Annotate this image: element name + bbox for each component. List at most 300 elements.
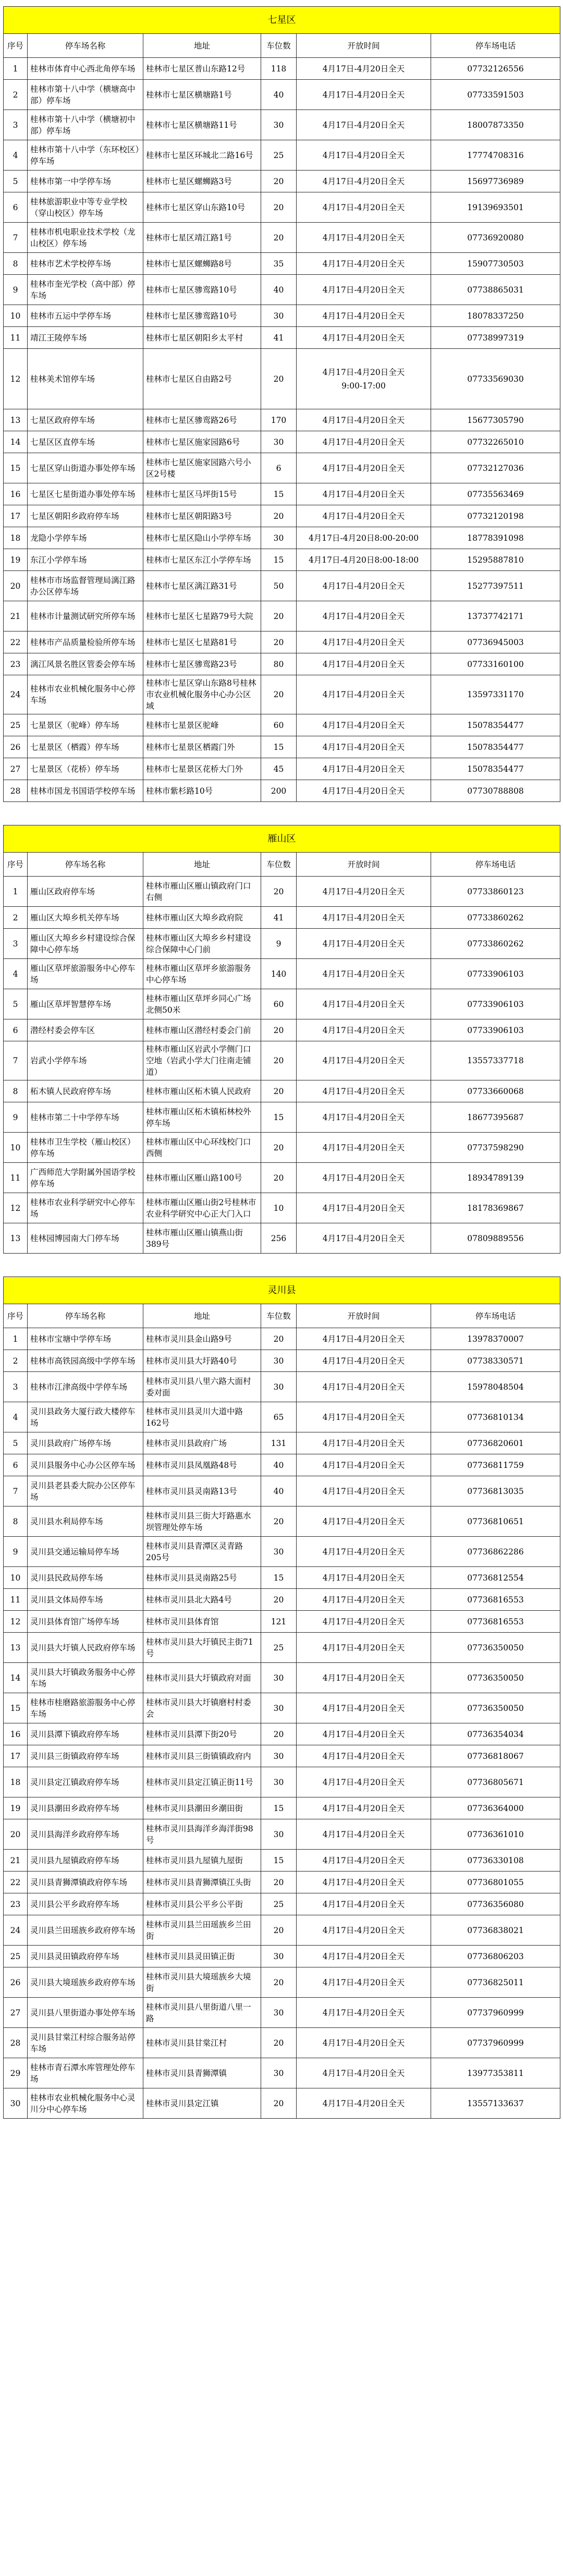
cell-address: 桂林市七星区朝阳乡太平村 xyxy=(143,327,261,349)
cell-time xyxy=(297,349,431,409)
cell-phone: 18778391098 xyxy=(431,527,560,549)
cell-address: 桂林市灵川县九屋镇九屋街 xyxy=(143,1850,261,1872)
cell-spaces: 20 xyxy=(261,601,297,631)
cell-phone: 07733591503 xyxy=(431,80,560,110)
cell-name: 雁山区草坪旅游服务中心停车场 xyxy=(28,959,143,989)
cell-spaces: 131 xyxy=(261,1432,297,1454)
cell-name: 桂林市卫生学校（雁山校区）停车场 xyxy=(28,1133,143,1163)
cell-no: 22 xyxy=(4,631,28,653)
section-gap xyxy=(3,1254,560,1277)
cell-phone: 15078354477 xyxy=(431,758,560,780)
table-row xyxy=(4,349,560,409)
cell-spaces: 20 xyxy=(261,1506,297,1537)
cell-no: 11 xyxy=(4,1589,28,1611)
cell-time: 4月17日-4月20日全天 xyxy=(297,253,431,275)
cell-phone: 07736350050 xyxy=(431,1633,560,1663)
table-row xyxy=(4,1102,560,1133)
cell-no: 13 xyxy=(4,1633,28,1663)
cell-time: 4月17日-4月20日全天 xyxy=(297,1163,431,1193)
cell-address: 桂林市灵川县青潭区灵青路205号 xyxy=(143,1537,261,1567)
cell-time: 4月17日-4月20日全天 xyxy=(297,1019,431,1041)
cell-phone: 18007873350 xyxy=(431,110,560,140)
cell-address: 桂林市七星区骖鸾路10号 xyxy=(143,305,261,327)
cell-no: 13 xyxy=(4,1223,28,1254)
cell-name: 七星区区直停车场 xyxy=(28,431,143,453)
cell-phone: 07736361010 xyxy=(431,1819,560,1850)
cell-address: 桂林市七星区穿山东路10号 xyxy=(143,192,261,223)
cell-phone: 07736805671 xyxy=(431,1767,560,1797)
cell-name: 七星景区（驼峰）停车场 xyxy=(28,714,143,736)
cell-no: 10 xyxy=(4,305,28,327)
cell-phone: 15907730503 xyxy=(431,253,560,275)
cell-name: 七星景区（花桥）停车场 xyxy=(28,758,143,780)
table-row xyxy=(4,1998,560,2028)
table-row xyxy=(4,929,560,959)
cell-time: 4月17日-4月20日全天 xyxy=(297,1080,431,1102)
cell-address: 桂林市七星区七星路79号大院 xyxy=(143,601,261,631)
cell-address: 桂林市雁山区雁山路100号 xyxy=(143,1163,261,1193)
cell-name: 灵川县三街镇政府停车场 xyxy=(28,1745,143,1767)
cell-phone: 07736350050 xyxy=(431,1693,560,1723)
cell-time: 4月17日-4月20日全天 xyxy=(297,571,431,601)
table-row xyxy=(4,653,560,675)
cell-address: 桂林市七星区螺蛳路3号 xyxy=(143,171,261,192)
table-row xyxy=(4,1915,560,1946)
cell-no: 21 xyxy=(4,1850,28,1872)
cell-phone: 07733569030 xyxy=(431,349,560,409)
cell-spaces: 20 xyxy=(261,223,297,253)
cell-phone: 07732120198 xyxy=(431,505,560,527)
cell-phone: 19139693501 xyxy=(431,192,560,223)
cell-time: 4月17日-4月20日全天 xyxy=(297,1328,431,1350)
column-header-name: 停车场名称 xyxy=(28,853,143,877)
cell-phone: 07737960999 xyxy=(431,2028,560,2058)
cell-address: 桂林市七星区骖鸾路10号 xyxy=(143,275,261,305)
cell-time: 4月17日-4月20日全天 xyxy=(297,1611,431,1633)
cell-address: 桂林市雁山区中心环线校门口西侧 xyxy=(143,1133,261,1163)
table-row xyxy=(4,527,560,549)
cell-address: 桂林市七星区施家园路六号小区2号楼 xyxy=(143,453,261,483)
cell-phone: 15677305790 xyxy=(431,409,560,431)
cell-name: 灵川县潮田乡政府停车场 xyxy=(28,1797,143,1819)
table-row xyxy=(4,253,560,275)
table-row xyxy=(4,1589,560,1611)
cell-address: 桂林市灵川县海洋乡海洋街98号 xyxy=(143,1819,261,1850)
cell-no: 28 xyxy=(4,2028,28,2058)
cell-no: 15 xyxy=(4,1693,28,1723)
cell-time: 4月17日-4月20日全天 xyxy=(297,2088,431,2119)
column-header-time: 开放时间 xyxy=(297,853,431,877)
table-row xyxy=(4,1611,560,1633)
cell-time: 4月17日-4月20日全天 xyxy=(297,1133,431,1163)
cell-no: 23 xyxy=(4,653,28,675)
cell-phone: 07809889556 xyxy=(431,1223,560,1254)
table-row xyxy=(4,58,560,80)
cell-address: 桂林市灵川县大圩镇政府对面 xyxy=(143,1663,261,1693)
district-title: 灵川县 xyxy=(4,1277,560,1304)
table-row xyxy=(4,483,560,505)
cell-address: 桂林市灵川县青狮潭镇江头街 xyxy=(143,1872,261,1893)
cell-phone: 13978370007 xyxy=(431,1328,560,1350)
cell-no: 4 xyxy=(4,959,28,989)
cell-address: 桂林市雁山区柘木镇人民政府 xyxy=(143,1080,261,1102)
district-title-row xyxy=(4,825,560,853)
cell-time: 4月17日-4月20日全天 xyxy=(297,1723,431,1745)
table-row xyxy=(4,1797,560,1819)
cell-no: 4 xyxy=(4,1402,28,1432)
table-row xyxy=(4,1476,560,1506)
cell-no: 14 xyxy=(4,431,28,453)
cell-time: 4月17日-4月20日8:00-20:00 xyxy=(297,527,431,549)
cell-phone: 07736801055 xyxy=(431,1872,560,1893)
cell-no: 1 xyxy=(4,58,28,80)
cell-address: 桂林市灵川县青狮潭镇 xyxy=(143,2058,261,2088)
cell-no: 26 xyxy=(4,736,28,758)
table-row xyxy=(4,409,560,431)
cell-address: 桂林市七星景区花桥大门外 xyxy=(143,758,261,780)
cell-name: 龙隐小学停车场 xyxy=(28,527,143,549)
cell-no: 2 xyxy=(4,907,28,929)
cell-name: 七星区政府停车场 xyxy=(28,409,143,431)
cell-spaces: 30 xyxy=(261,305,297,327)
cell-name: 灵川县服务中心办公区停车场 xyxy=(28,1454,143,1476)
cell-spaces: 40 xyxy=(261,1476,297,1506)
cell-time: 4月17日-4月20日全天 xyxy=(297,1872,431,1893)
cell-address: 桂林市灵川县灵田镇正街 xyxy=(143,1946,261,1967)
cell-phone: 07736810134 xyxy=(431,1402,560,1432)
cell-spaces: 15 xyxy=(261,736,297,758)
cell-name: 桂林市第十八中学（东环校区）停车场 xyxy=(28,140,143,171)
table-row xyxy=(4,431,560,453)
table-row xyxy=(4,714,560,736)
cell-time: 4月17日-4月20日全天 xyxy=(297,483,431,505)
table-row xyxy=(4,907,560,929)
cell-address: 桂林市七星区施家园路6号 xyxy=(143,431,261,453)
table-row xyxy=(4,1567,560,1589)
cell-spaces: 30 xyxy=(261,110,297,140)
column-header-row xyxy=(4,853,560,877)
cell-time: 4月17日-4月20日全天 xyxy=(297,714,431,736)
cell-name: 灵川县大圩镇政务服务中心停车场 xyxy=(28,1663,143,1693)
cell-spaces: 15 xyxy=(261,549,297,571)
cell-time: 4月17日-4月20日全天 xyxy=(297,58,431,80)
cell-phone: 07737598290 xyxy=(431,1133,560,1163)
cell-spaces: 30 xyxy=(261,1946,297,1967)
section-gap xyxy=(3,802,560,825)
cell-phone: 07733860262 xyxy=(431,929,560,959)
cell-no: 5 xyxy=(4,989,28,1019)
cell-address: 桂林市灵川县灵南路13号 xyxy=(143,1476,261,1506)
table-row xyxy=(4,780,560,802)
cell-no: 19 xyxy=(4,549,28,571)
cell-name: 灵川县潭下镇政府停车场 xyxy=(28,1723,143,1745)
column-header-no: 序号 xyxy=(4,853,28,877)
cell-name: 桂林市农业机械化服务中心灵川分中心停车场 xyxy=(28,2088,143,2119)
cell-address: 桂林市灵川县北大路4号 xyxy=(143,1589,261,1611)
cell-no: 25 xyxy=(4,1946,28,1967)
table-row xyxy=(4,453,560,483)
cell-name: 灵川县水利局停车场 xyxy=(28,1506,143,1537)
cell-no: 14 xyxy=(4,1663,28,1693)
cell-time: 4月17日-4月20日全天 xyxy=(297,1797,431,1819)
cell-spaces: 20 xyxy=(261,675,297,714)
table-row xyxy=(4,223,560,253)
cell-spaces: 30 xyxy=(261,1350,297,1372)
cell-spaces: 25 xyxy=(261,1633,297,1663)
cell-name: 桂林市农业机械化服务中心停车场 xyxy=(28,675,143,714)
cell-name: 灵川县大境瑶族乡政府停车场 xyxy=(28,1967,143,1998)
cell-phone: 07732126556 xyxy=(431,58,560,80)
cell-spaces: 20 xyxy=(261,1328,297,1350)
cell-phone: 07736354034 xyxy=(431,1723,560,1745)
parking-list-sheet xyxy=(3,6,560,2119)
cell-no: 3 xyxy=(4,1372,28,1402)
cell-time: 4月17日-4月20日全天 xyxy=(297,1693,431,1723)
cell-name: 桂林市第十八中学（横塘初中部）停车场 xyxy=(28,110,143,140)
cell-address: 桂林市七星区靖江路1号 xyxy=(143,223,261,253)
cell-time: 4月17日-4月20日全天 xyxy=(297,1893,431,1915)
cell-address: 桂林市灵川县金山路9号 xyxy=(143,1328,261,1350)
cell-spaces: 20 xyxy=(261,1589,297,1611)
cell-spaces: 30 xyxy=(261,1372,297,1402)
table-row xyxy=(4,959,560,989)
cell-spaces: 15 xyxy=(261,1567,297,1589)
cell-no: 21 xyxy=(4,601,28,631)
table-row xyxy=(4,758,560,780)
cell-name: 灵川县交通运输局停车场 xyxy=(28,1537,143,1567)
cell-spaces: 30 xyxy=(261,1767,297,1797)
column-header-no: 序号 xyxy=(4,34,28,58)
cell-no: 1 xyxy=(4,877,28,907)
district-table xyxy=(3,825,560,1254)
cell-time: 4月17日-4月20日全天 xyxy=(297,409,431,431)
cell-no: 10 xyxy=(4,1133,28,1163)
cell-spaces: 30 xyxy=(261,1537,297,1567)
cell-name: 灵川县政务大厦行政大楼停车场 xyxy=(28,1402,143,1432)
cell-no: 18 xyxy=(4,1767,28,1797)
cell-no: 12 xyxy=(4,349,28,409)
cell-name: 桂林市奎光学校（高中部）停车场 xyxy=(28,275,143,305)
cell-address: 桂林市七星区马坪街15号 xyxy=(143,483,261,505)
table-row xyxy=(4,1193,560,1223)
cell-no: 6 xyxy=(4,1019,28,1041)
cell-no: 5 xyxy=(4,1432,28,1454)
cell-address: 桂林市七星区东江小学停车场 xyxy=(143,549,261,571)
cell-name: 潜经村委会停车区 xyxy=(28,1019,143,1041)
table-row xyxy=(4,327,560,349)
cell-name: 雁山区大埠乡乡村建设综合保障中心停车场 xyxy=(28,929,143,959)
cell-no: 23 xyxy=(4,1893,28,1915)
time-line: 4月17日-4月20日全天 xyxy=(322,367,405,377)
cell-phone: 18178369867 xyxy=(431,1193,560,1223)
cell-spaces: 140 xyxy=(261,959,297,989)
cell-time: 4月17日-4月20日全天 xyxy=(297,140,431,171)
cell-name: 桂林市青石潭水库管理处停车场 xyxy=(28,2058,143,2088)
cell-time: 4月17日-4月20日全天 xyxy=(297,1223,431,1254)
cell-time: 4月17日-4月20日全天 xyxy=(297,431,431,453)
table-row xyxy=(4,601,560,631)
cell-time: 4月17日-4月20日全天 xyxy=(297,80,431,110)
cell-phone: 07735563469 xyxy=(431,483,560,505)
cell-name: 七星区朝阳乡政府停车场 xyxy=(28,505,143,527)
cell-address: 桂林市灵川县大圩镇民主街71号 xyxy=(143,1633,261,1663)
cell-spaces: 30 xyxy=(261,2058,297,2088)
cell-spaces: 256 xyxy=(261,1223,297,1254)
cell-time: 4月17日-4月20日全天 xyxy=(297,1915,431,1946)
cell-time: 4月17日-4月20日全天 xyxy=(297,2058,431,2088)
cell-phone: 07733906103 xyxy=(431,1019,560,1041)
cell-phone: 07736816553 xyxy=(431,1611,560,1633)
cell-phone: 07736818067 xyxy=(431,1745,560,1767)
cell-time: 4月17日-4月20日全天 xyxy=(297,959,431,989)
cell-no: 3 xyxy=(4,110,28,140)
cell-spaces: 20 xyxy=(261,1080,297,1102)
cell-phone: 07738997319 xyxy=(431,327,560,349)
cell-spaces: 20 xyxy=(261,877,297,907)
table-row xyxy=(4,1163,560,1193)
cell-address: 桂林市七星区横塘路11号 xyxy=(143,110,261,140)
cell-no: 12 xyxy=(4,1611,28,1633)
cell-phone: 07736816553 xyxy=(431,1589,560,1611)
cell-address: 桂林市灵川县灵川大道中路162号 xyxy=(143,1402,261,1432)
cell-no: 2 xyxy=(4,80,28,110)
cell-name: 七星区穿山街道办事处停车场 xyxy=(28,453,143,483)
district-title: 七星区 xyxy=(4,7,560,34)
table-row xyxy=(4,1537,560,1567)
cell-address: 桂林市七星区骖鸾路26号 xyxy=(143,409,261,431)
table-row xyxy=(4,275,560,305)
cell-address: 桂林市雁山区岩武小学侧门口空地（岩武小学大门往南走铺道） xyxy=(143,1041,261,1080)
cell-time: 4月17日-4月20日全天 xyxy=(297,1102,431,1133)
cell-phone: 07733160100 xyxy=(431,653,560,675)
cell-time: 4月17日-4月20日全天 xyxy=(297,275,431,305)
cell-name: 桂林市国龙书国语学校停车场 xyxy=(28,780,143,802)
table-row xyxy=(4,1946,560,1967)
cell-phone: 07737960999 xyxy=(431,1998,560,2028)
column-header-time: 开放时间 xyxy=(297,34,431,58)
cell-spaces: 30 xyxy=(261,1745,297,1767)
cell-time: 4月17日-4月20日全天 xyxy=(297,453,431,483)
cell-spaces: 30 xyxy=(261,1998,297,2028)
cell-time: 4月17日-4月20日全天 xyxy=(297,1537,431,1567)
cell-spaces: 20 xyxy=(261,1019,297,1041)
table-row xyxy=(4,305,560,327)
cell-spaces: 20 xyxy=(261,505,297,527)
table-row xyxy=(4,1893,560,1915)
cell-phone: 07736945003 xyxy=(431,631,560,653)
cell-spaces: 6 xyxy=(261,453,297,483)
cell-phone: 07736812554 xyxy=(431,1567,560,1589)
cell-phone: 07730788808 xyxy=(431,780,560,802)
cell-time: 4月17日-4月20日全天 xyxy=(297,1633,431,1663)
cell-no: 11 xyxy=(4,327,28,349)
table-row xyxy=(4,989,560,1019)
table-row xyxy=(4,2058,560,2088)
cell-spaces: 20 xyxy=(261,349,297,409)
cell-time: 4月17日-4月20日全天 xyxy=(297,989,431,1019)
cell-spaces: 45 xyxy=(261,758,297,780)
table-row xyxy=(4,80,560,110)
table-row xyxy=(4,549,560,571)
cell-phone: 07733860123 xyxy=(431,877,560,907)
cell-spaces: 200 xyxy=(261,780,297,802)
cell-spaces: 25 xyxy=(261,1893,297,1915)
cell-address: 桂林市雁山区柘木镇柘林校外停车场 xyxy=(143,1102,261,1133)
cell-spaces: 20 xyxy=(261,1723,297,1745)
cell-time: 4月17日-4月20日全天 xyxy=(297,631,431,653)
cell-spaces: 20 xyxy=(261,171,297,192)
cell-time: 4月17日-4月20日全天 xyxy=(297,877,431,907)
table-row xyxy=(4,1133,560,1163)
column-header-address: 地址 xyxy=(143,34,261,58)
cell-name: 雁山区政府停车场 xyxy=(28,877,143,907)
cell-name: 桂林市第十八中学（横塘高中部）停车场 xyxy=(28,80,143,110)
cell-time: 4月17日-4月20日全天 xyxy=(297,2028,431,2058)
cell-spaces: 20 xyxy=(261,1967,297,1998)
table-row xyxy=(4,1223,560,1254)
cell-spaces: 41 xyxy=(261,907,297,929)
cell-no: 7 xyxy=(4,223,28,253)
cell-spaces: 118 xyxy=(261,58,297,80)
cell-name: 桂林市农业科学研究中心停车场 xyxy=(28,1193,143,1223)
cell-address: 桂林市七星区骖鸾路23号 xyxy=(143,653,261,675)
table-row xyxy=(4,1872,560,1893)
cell-no: 1 xyxy=(4,1328,28,1350)
cell-spaces: 40 xyxy=(261,275,297,305)
table-row xyxy=(4,1663,560,1693)
cell-spaces: 40 xyxy=(261,80,297,110)
cell-phone: 07736820601 xyxy=(431,1432,560,1454)
table-row xyxy=(4,1080,560,1102)
cell-spaces: 60 xyxy=(261,714,297,736)
cell-phone: 07736356080 xyxy=(431,1893,560,1915)
cell-address: 桂林市灵川县三街镇镇政府内 xyxy=(143,1745,261,1767)
column-header-spaces: 车位数 xyxy=(261,853,297,877)
cell-address: 桂林市灵川县三街大圩路惠水坝管理处停车场 xyxy=(143,1506,261,1537)
cell-no: 28 xyxy=(4,780,28,802)
cell-name: 灵川县九屋镇政府停车场 xyxy=(28,1850,143,1872)
cell-no: 6 xyxy=(4,1454,28,1476)
cell-no: 7 xyxy=(4,1041,28,1080)
cell-name: 雁山区草坪智慧停车场 xyxy=(28,989,143,1019)
district-title-row xyxy=(4,1277,560,1304)
column-header-name: 停车场名称 xyxy=(28,34,143,58)
cell-address: 桂林市七星景区栖霞门外 xyxy=(143,736,261,758)
cell-address: 桂林市七星区漓江路31号 xyxy=(143,571,261,601)
cell-spaces: 60 xyxy=(261,989,297,1019)
cell-address: 桂林市雁山区雁山镇燕山街389号 xyxy=(143,1223,261,1254)
cell-no: 16 xyxy=(4,483,28,505)
cell-phone: 07733860262 xyxy=(431,907,560,929)
cell-time: 4月17日-4月20日全天 xyxy=(297,907,431,929)
column-header-row xyxy=(4,1304,560,1328)
cell-spaces: 35 xyxy=(261,253,297,275)
cell-spaces: 20 xyxy=(261,1915,297,1946)
cell-name: 桂林市五运中学停车场 xyxy=(28,305,143,327)
table-row xyxy=(4,877,560,907)
column-header-no: 序号 xyxy=(4,1304,28,1328)
cell-no: 16 xyxy=(4,1723,28,1745)
cell-address: 桂林市灵川县八里街道八里一路 xyxy=(143,1998,261,2028)
cell-spaces: 30 xyxy=(261,1819,297,1850)
table-row xyxy=(4,1633,560,1663)
cell-phone: 07732265010 xyxy=(431,431,560,453)
cell-no: 29 xyxy=(4,2058,28,2088)
cell-phone: 07736810651 xyxy=(431,1506,560,1537)
cell-phone: 07736350050 xyxy=(431,1663,560,1693)
cell-no: 26 xyxy=(4,1967,28,1998)
cell-address: 桂林市雁山区雁山街2号桂林市农业科学研究中心正大门入口 xyxy=(143,1193,261,1223)
